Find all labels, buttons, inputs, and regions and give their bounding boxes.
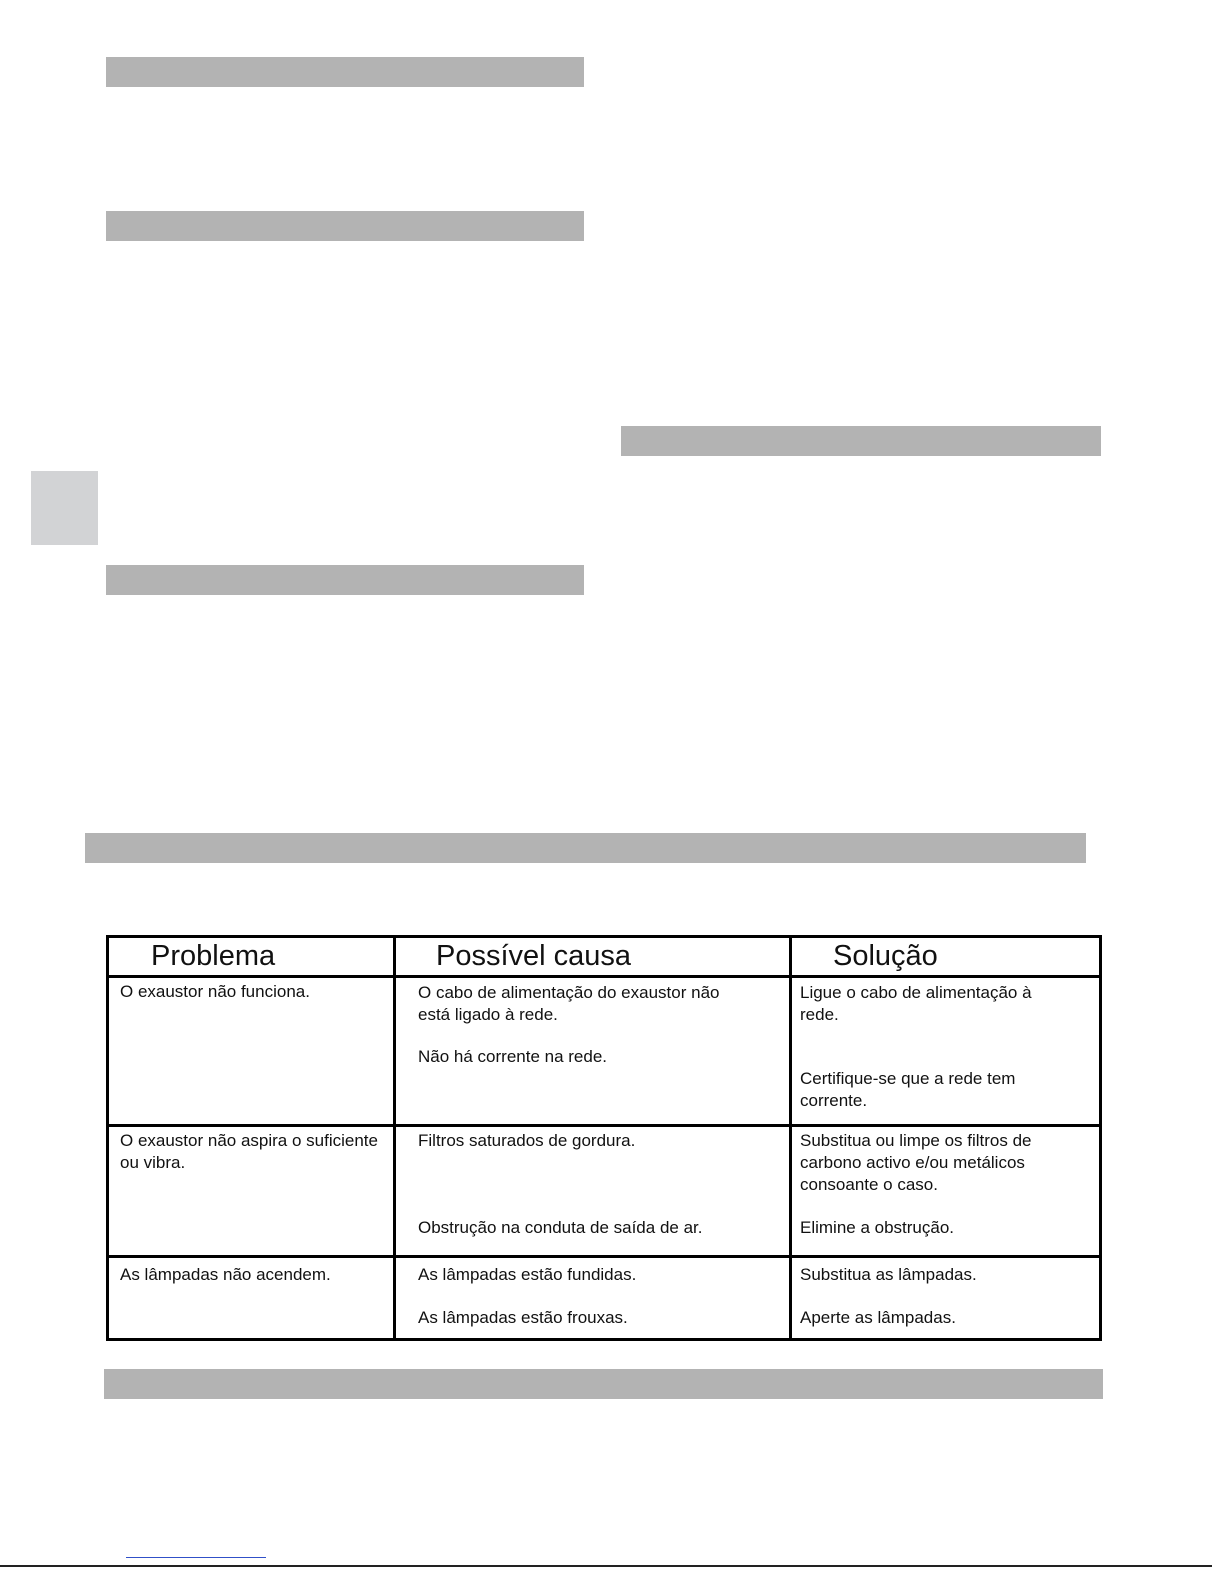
table-row <box>108 1257 1101 1340</box>
solution-text: Elimine a obstrução. <box>800 1218 955 1237</box>
section-heading-bar <box>621 426 1101 456</box>
solution-cell <box>791 977 1101 1126</box>
page-bottom-rule <box>0 1565 1212 1567</box>
section-heading-bar <box>104 1369 1103 1399</box>
table-row <box>108 977 1101 1126</box>
problem-cell <box>108 1126 395 1257</box>
solution-text: Substitua ou limpe os filtros de carbono activo e/ou metálicos consoante o caso. <box>800 1131 1032 1194</box>
table-header-row <box>108 937 1101 977</box>
chapter-side-tab <box>31 471 98 545</box>
troubleshooting-panel <box>104 920 1103 1369</box>
troubleshooting-table <box>106 935 1102 1341</box>
cause-text: As lâmpadas estão fundidas. <box>418 1265 637 1284</box>
solution-text: Substitua as lâmpadas. <box>800 1265 977 1284</box>
table-row <box>108 1126 1101 1257</box>
footer-link-underline <box>126 1557 266 1558</box>
header-problem: Problema <box>108 937 395 977</box>
problem-cell <box>108 1257 395 1340</box>
cause-text: Não há corrente na rede. <box>418 1047 608 1066</box>
cause-text: As lâmpadas estão frouxas. <box>418 1308 628 1327</box>
cause-text: O cabo de alimentação do exaustor não está ligado à rede. <box>418 983 720 1024</box>
cause-text: Obstrução na conduta de saída de ar. <box>418 1218 703 1237</box>
solution-text: Certifique-se que a rede tem corrente. <box>800 1069 1016 1110</box>
cause-cell <box>395 1257 791 1340</box>
problem-text: O exaustor não funciona. <box>120 982 310 1001</box>
problem-text: O exaustor não aspira o suficiente ou vibra. <box>120 1131 378 1172</box>
header-solution: Solução <box>791 937 1101 977</box>
section-heading-bar <box>106 211 584 241</box>
header-possible-cause: Possível causa <box>395 937 791 977</box>
section-heading-bar <box>106 565 584 595</box>
solution-cell <box>791 1257 1101 1340</box>
solution-text: Aperte as lâmpadas. <box>800 1308 956 1327</box>
cause-text: Filtros saturados de gordura. <box>418 1131 636 1150</box>
cause-cell <box>395 977 791 1126</box>
solution-cell <box>791 1126 1101 1257</box>
problem-text: As lâmpadas não acendem. <box>120 1265 331 1284</box>
troubleshooting-heading-bar <box>85 833 1086 863</box>
solution-text: Ligue o cabo de alimentação à rede. <box>800 983 1032 1024</box>
problem-cell <box>108 977 395 1126</box>
section-heading-bar <box>106 57 584 87</box>
cause-cell <box>395 1126 791 1257</box>
